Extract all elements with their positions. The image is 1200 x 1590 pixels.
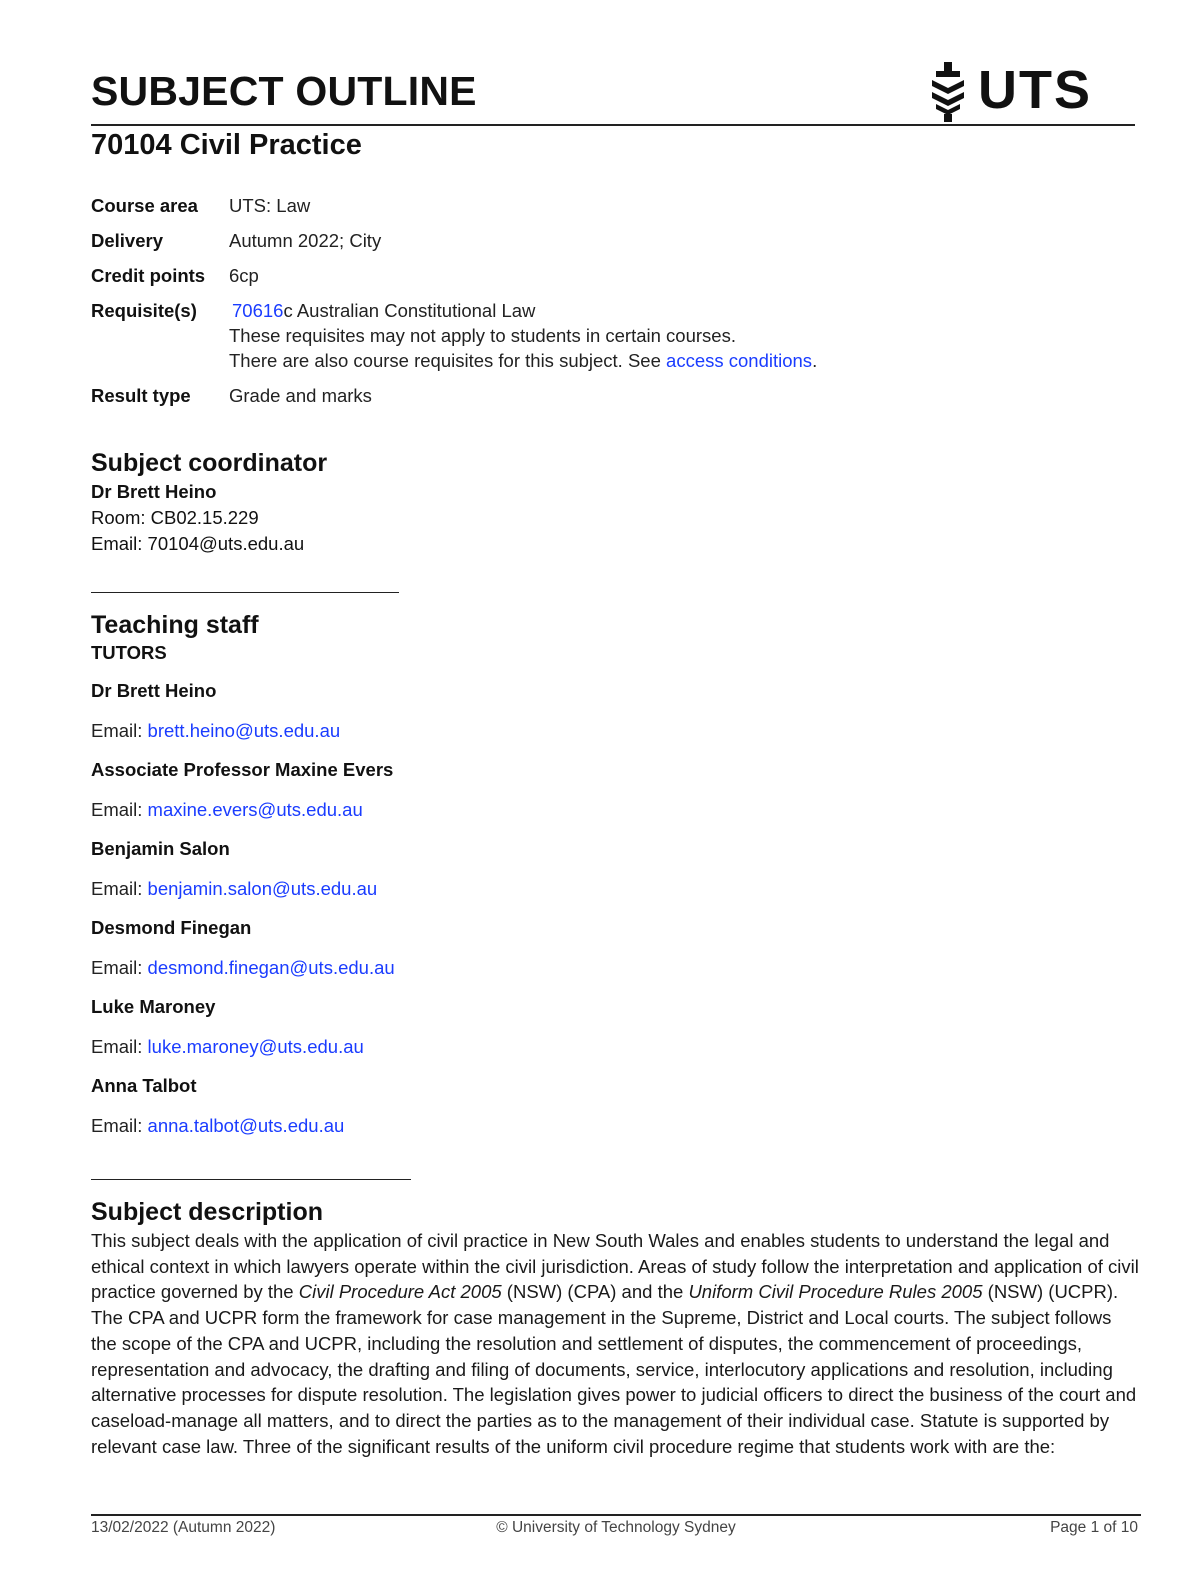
logo-wordmark: UTS	[978, 60, 1092, 120]
staff-name: Dr Brett Heino	[91, 680, 217, 701]
access-conditions-link[interactable]: access conditions	[666, 350, 813, 371]
footer-page-number: Page 1 of 10	[1050, 1519, 1138, 1536]
email-label: Email:	[91, 878, 148, 899]
description-text: This subject deals with the application of civil practice in New South Wales and enables students to understand the legal and ethical context in which lawyers operate within the civil jurisdiction. Areas of study follow the interpretation and application of civil practice governed by the	[91, 1230, 1139, 1303]
document-title: SUBJECT OUTLINE	[91, 68, 477, 114]
requisite-note: These requisites may not apply to students in certain courses.	[229, 325, 736, 346]
footer-copyright: © University of Technology Sydney	[496, 1519, 736, 1536]
description-text: (NSW) (CPA) and the	[501, 1281, 689, 1303]
staff-email-link[interactable]: benjamin.salon@uts.edu.au	[147, 878, 378, 899]
credit-points-row	[91, 263, 1091, 288]
tutors-label: TUTORS	[91, 642, 167, 663]
result-type-value: Grade and marks	[229, 385, 372, 406]
teaching-staff-section	[91, 609, 395, 1153]
staff-email-link[interactable]: anna.talbot@uts.edu.au	[147, 1115, 345, 1136]
staff-name: Benjamin Salon	[91, 838, 230, 859]
staff-name: Desmond Finegan	[91, 917, 252, 938]
result-type-row	[91, 383, 1091, 408]
coordinator-heading: Subject coordinator	[91, 449, 328, 477]
section-divider	[91, 1179, 411, 1180]
section-divider	[91, 592, 399, 593]
uts-emblem-icon	[926, 62, 970, 122]
subject-title: 70104 Civil Practice	[91, 129, 362, 161]
email-label: Email:	[91, 799, 148, 820]
uts-logo	[926, 62, 1096, 122]
requisites-label: Requisite(s)	[91, 300, 197, 321]
staff-email-line	[91, 719, 395, 743]
description-paragraph	[91, 1228, 1141, 1459]
requisite-subject-name: c Australian Constitutional Law	[283, 300, 536, 321]
requisite-code-link[interactable]: 70616	[232, 300, 284, 321]
delivery-value: Autumn 2022; City	[229, 230, 382, 251]
staff-name: Luke Maroney	[91, 996, 216, 1017]
cpa-title: Civil Procedure Act 2005	[298, 1281, 502, 1303]
result-type-label: Result type	[91, 385, 191, 406]
coordinator-name: Dr Brett Heino	[91, 481, 217, 502]
coordinator-room: Room: CB02.15.229	[91, 507, 259, 528]
requisites-row	[91, 298, 1091, 373]
requisites-value	[229, 298, 817, 373]
description-text: (NSW) (UCPR). The CPA and UCPR form the framework for case management in the Supreme, District and Local courts. The subject follows the scope of the CPA and UCPR, including the resolution and settlement of disputes, the commencement of proceedings, representation and advocacy, the drafting and filing of documents, service, interlocutory applications and resolution, including alternative processes for dispute resolution. The legislation gives power to judicial officers to direct the business of the court and caseload-manage all matters, and to direct the parties as to the management of their individual case. Statute is supported by relevant case law. Three of the significant results of the uniform civil procedure regime that students work with are the:	[91, 1281, 1137, 1457]
staff-email-line	[91, 1035, 395, 1059]
description-heading: Subject description	[91, 1198, 323, 1226]
email-label: Email:	[91, 1036, 148, 1057]
staff-email-line	[91, 798, 395, 822]
email-label: Email:	[91, 957, 148, 978]
email-label: Email:	[91, 1115, 148, 1136]
ucpr-title: Uniform Civil Procedure Rules 2005	[688, 1281, 983, 1303]
staff-email-line	[91, 1114, 395, 1138]
subject-description-section	[91, 1196, 1141, 1459]
staff-email-line	[91, 877, 395, 901]
staff-name: Anna Talbot	[91, 1075, 197, 1096]
footer-date: 13/02/2022 (Autumn 2022)	[91, 1519, 276, 1536]
staff-email-link[interactable]: brett.heino@uts.edu.au	[147, 720, 341, 741]
staff-email-link[interactable]: maxine.evers@uts.edu.au	[147, 799, 363, 820]
note-period: .	[812, 350, 818, 371]
credit-points-label: Credit points	[91, 265, 206, 286]
staff-email-link[interactable]: luke.maroney@uts.edu.au	[147, 1036, 364, 1057]
course-area-value: UTS: Law	[229, 195, 311, 216]
coordinator-section	[91, 447, 327, 557]
delivery-row	[91, 228, 1091, 253]
staff-email-line	[91, 956, 395, 980]
header-divider	[91, 124, 1135, 126]
staff-name: Associate Professor Maxine Evers	[91, 759, 394, 780]
teaching-staff-heading: Teaching staff	[91, 611, 259, 639]
coordinator-email: Email: 70104@uts.edu.au	[91, 533, 305, 554]
delivery-label: Delivery	[91, 230, 163, 251]
course-area-label: Course area	[91, 195, 198, 216]
subject-details	[91, 193, 1091, 418]
course-requisites-note: There are also course requisites for this subject. See	[229, 350, 667, 371]
footer-divider	[91, 1514, 1141, 1516]
credit-points-value: 6cp	[229, 265, 259, 286]
staff-email-link[interactable]: desmond.finegan@uts.edu.au	[147, 957, 395, 978]
course-area-row	[91, 193, 1091, 218]
email-label: Email:	[91, 720, 148, 741]
